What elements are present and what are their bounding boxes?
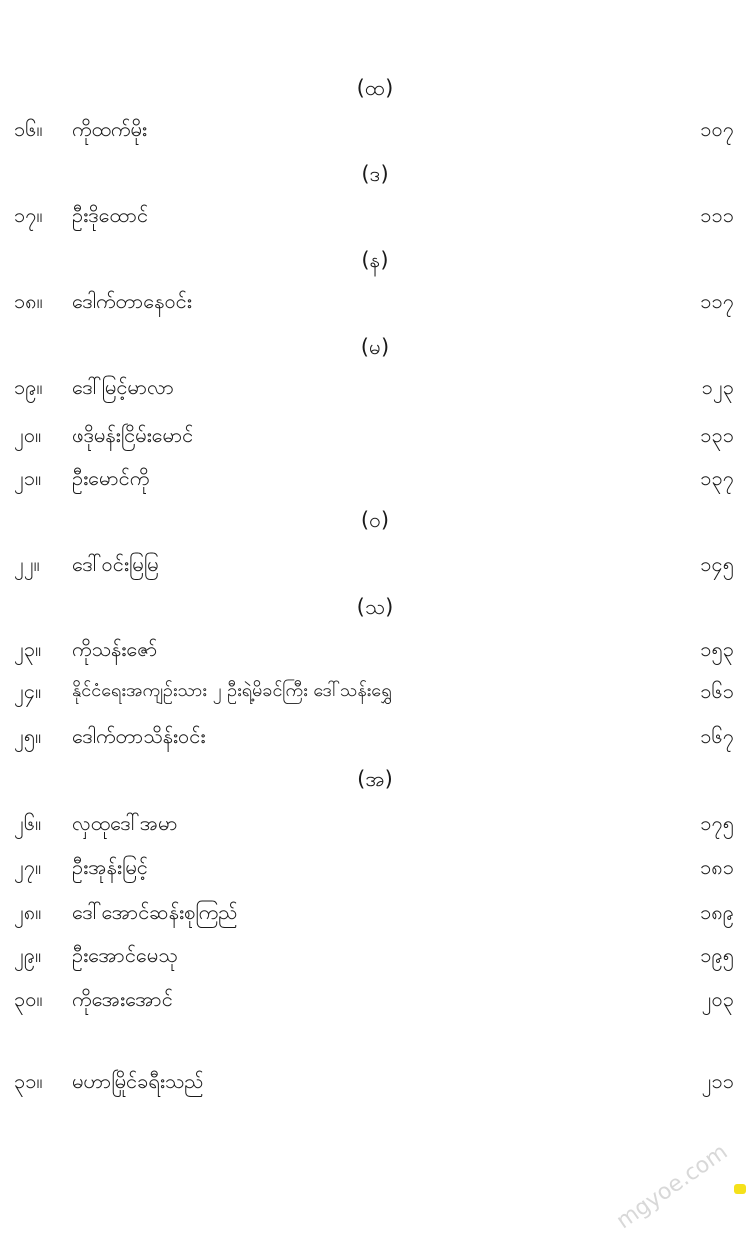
entry-page-number: ၁၁၇ [700,289,734,313]
toc-entry [0,808,750,838]
entry-page-number: ၂၀၃ [701,987,734,1011]
entry-title: ဦးမောင်ကို [72,466,150,490]
entry-page-number: ၁၆၇ [700,724,734,748]
toc-entry [0,721,750,751]
entry-number: ၂၃။ [14,637,42,661]
toc-entry [0,114,750,144]
toc-entry [0,634,750,664]
section-heading: (န) [361,248,389,272]
section-heading: (သ) [356,595,394,619]
entry-title: ဒေါ်အောင်ဆန်းစုကြည် [72,900,238,924]
entry-number: ၂၉။ [14,943,42,967]
entry-number: ၂၆။ [14,811,42,835]
entry-title: ကိုသန်းဇော် [72,637,158,661]
entry-title: ကိုထက်မိုး [72,117,147,141]
entry-number: ၂၁။ [14,466,42,490]
entry-title: လှထုဒေါ်အမာ [72,811,178,835]
entry-title: မဟာမြိုင်ခရီးသည် [72,1069,204,1093]
entry-page-number: ၁၃၁ [700,423,734,447]
entry-title: ဖဒိုမန်းငြိမ်းမောင် [72,423,194,447]
entry-number: ၂၄။ [14,679,42,703]
entry-page-number: ၁၅၃ [700,637,734,661]
entry-title: ဦးအုန်းမြင့် [72,855,148,879]
entry-number: ၂၇။ [14,855,42,879]
entry-number: ၃၀။ [14,987,43,1011]
toc-entry [0,200,750,230]
section-heading: (ဝ) [360,508,390,532]
toc-entry [0,984,750,1014]
toc-entry [0,549,750,579]
entry-title: ကိုအေးအောင် [72,987,173,1011]
entry-number: ၃၁။ [14,1069,43,1093]
entry-page-number: ၁၈၁ [700,855,734,879]
entry-title: ဒေါက်တာနေဝင်း [72,289,192,313]
entry-page-number: ၁၁၁ [700,203,734,227]
toc-entry [0,286,750,316]
entry-page-number: ၁၇၅ [700,811,734,835]
section-heading: (အ) [357,767,393,791]
toc-entry [0,897,750,927]
entry-page-number: ၁၂၃ [701,375,734,399]
entry-number: ၂၈။ [14,900,42,924]
section-heading: (မ) [360,335,390,359]
entry-number: ၂၂။ [14,552,40,576]
corner-logo-mark [734,1184,746,1194]
toc-entry [0,1066,750,1096]
entry-page-number: ၁၈၉ [700,900,734,924]
entry-number: ၂၅။ [14,724,42,748]
section-heading: (ထ) [356,76,394,100]
entry-page-number: ၁၃၇ [700,466,734,490]
entry-page-number: ၁၀၇ [700,117,734,141]
toc-entry [0,940,750,970]
entry-title: ဒေါ်ဝင်းမြမြ [72,552,159,576]
entry-number: ၂၀။ [14,423,42,447]
toc-entry [0,852,750,882]
toc-entry [0,463,750,493]
toc-entry [0,676,750,706]
site-watermark: mgyoe.com [611,1139,732,1234]
entry-title: ဦးအောင်မေသု [72,943,178,967]
toc-entry [0,372,750,402]
entry-title: နိုင်ငံရေးအကျဉ်းသား ၂ ဦးရဲ့မိခင်ကြီး ဒေါ်သန်းရွှေ [72,680,392,701]
entry-number: ၁၉။ [14,375,43,399]
section-heading: (ဒ) [361,162,389,186]
entry-title: ဒေါက်တာသိန်းဝင်း [72,724,206,748]
entry-page-number: ၁၄၅ [700,552,734,576]
entry-number: ၁၇။ [14,203,43,227]
entry-page-number: ၁၆၁ [700,679,734,703]
entry-page-number: ၂၁၁ [701,1069,734,1093]
entry-page-number: ၁၉၅ [700,943,734,967]
entry-number: ၁၈။ [14,289,43,313]
entry-number: ၁၆။ [14,117,43,141]
entry-title: ဦးဒိုထောင် [72,203,149,227]
toc-entry [0,420,750,450]
entry-title: ဒေါ်မြင့်မာလာ [72,375,175,399]
